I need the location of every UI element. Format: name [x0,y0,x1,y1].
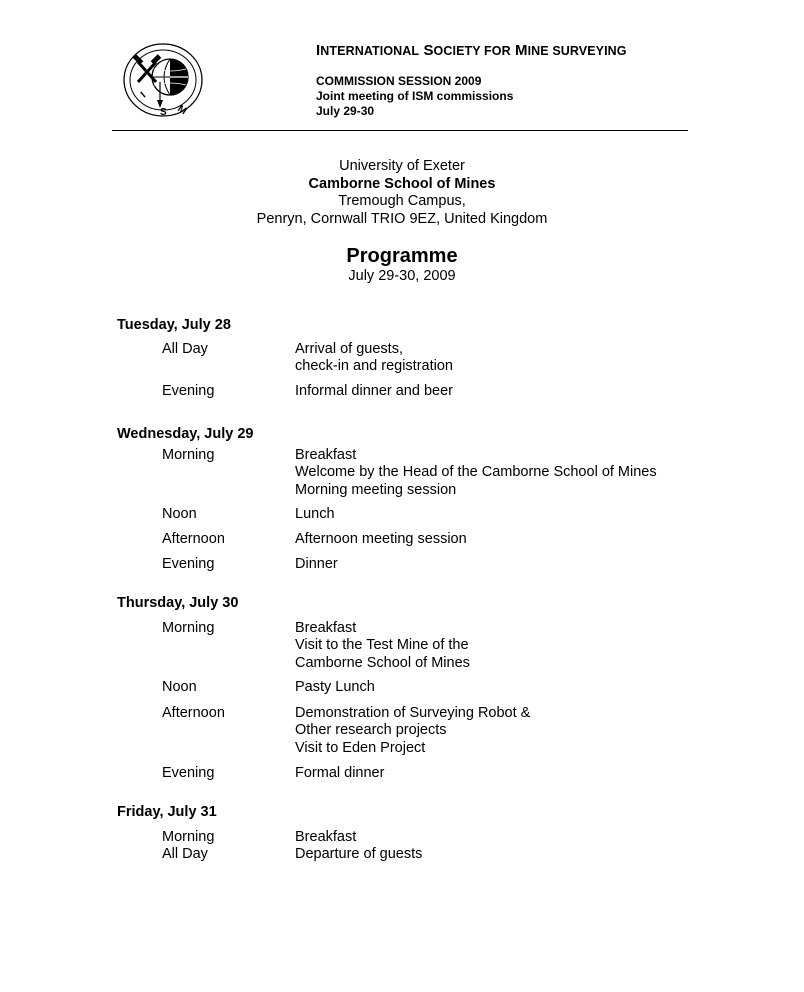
venue-block [200,158,604,228]
venue-address: Penryn, Cornwall TRIO 9EZ, United Kingdom [256,210,548,227]
activity-line: Welcome by the Head of the Camborne School of Mines [295,464,657,481]
title-cap-m: M [515,42,528,59]
programme-dates: July 29-30, 2009 [348,268,456,284]
activity-line: Visit to the Test Mine of the [295,637,469,654]
activity-line: Demonstration of Surveying Robot & [295,705,531,721]
title-cap-s: S [423,42,434,59]
slot-time: Noon [162,506,197,522]
activity-line: Afternoon meeting session [295,531,467,547]
slot-activity [295,506,335,523]
day-heading-wednesday: Wednesday, July 29 [117,426,254,442]
slot-time: Morning [162,620,215,636]
programme-title: Programme [346,245,458,267]
venue-university: University of Exeter [339,158,465,174]
session-name: COMMISSION SESSION 2009 [316,74,482,88]
session-info [316,74,513,119]
activity-line: Morning meeting session [295,481,457,498]
slot-activity [295,705,530,757]
venue-campus: Tremough Campus, [338,193,466,209]
slot-time: Noon [162,679,197,695]
logo-letter-m: M [175,103,189,118]
activity-line: Informal dinner and beer [295,383,453,399]
slot-activity [295,765,384,782]
day-heading-friday: Friday, July 31 [117,804,217,820]
slot-activity [295,829,356,846]
venue-school: Camborne School of Mines [308,175,496,192]
slot-activity [295,679,375,696]
activity-line: Breakfast [295,620,357,636]
meeting-name: Joint meeting of ISM commissions [316,89,514,103]
title-rest-i: NTERNATIONAL [320,44,420,58]
slot-activity [295,531,467,548]
title-rest-m: INE SURVEYING [527,44,627,58]
slot-time: Evening [162,383,215,399]
logo-letter-i: I [138,90,149,101]
slot-time: Evening [162,765,215,781]
slot-activity [295,447,657,499]
activity-line: Breakfast [295,829,357,845]
activity-line: Arrival of guests, [295,341,403,357]
society-title [316,42,627,59]
slot-activity [295,846,422,863]
slot-time: Afternoon [162,705,225,721]
slot-time: Evening [162,556,215,572]
activity-line: Dinner [295,556,338,572]
activity-line: Breakfast [295,447,357,463]
activity-line: check-in and registration [295,358,453,375]
activity-line: Pasty Lunch [295,679,375,695]
slot-activity [295,341,453,376]
slot-activity [295,620,470,672]
slot-time: Morning [162,447,215,463]
session-dates: July 29-30 [316,104,375,118]
activity-line: Visit to Eden Project [295,739,426,756]
ism-logo [122,42,204,118]
day-heading-thursday: Thursday, July 30 [117,595,239,611]
slot-time: All Day [162,341,208,357]
day-heading-tuesday: Tuesday, July 28 [117,317,231,333]
slot-activity [295,383,453,400]
title-rest-s: OCIETY FOR [433,44,511,58]
activity-line: Departure of guests [295,846,423,862]
logo-letter-s: S [160,107,167,118]
header-divider [112,130,688,131]
slot-time: All Day [162,846,208,862]
activity-line: Camborne School of Mines [295,654,470,671]
activity-line: Lunch [295,506,335,522]
activity-line: Other research projects [295,722,447,739]
activity-line: Formal dinner [295,765,385,781]
slot-time: Morning [162,829,215,845]
title-cap-i: I [316,42,321,59]
slot-activity [295,556,338,573]
slot-time: Afternoon [162,531,225,547]
